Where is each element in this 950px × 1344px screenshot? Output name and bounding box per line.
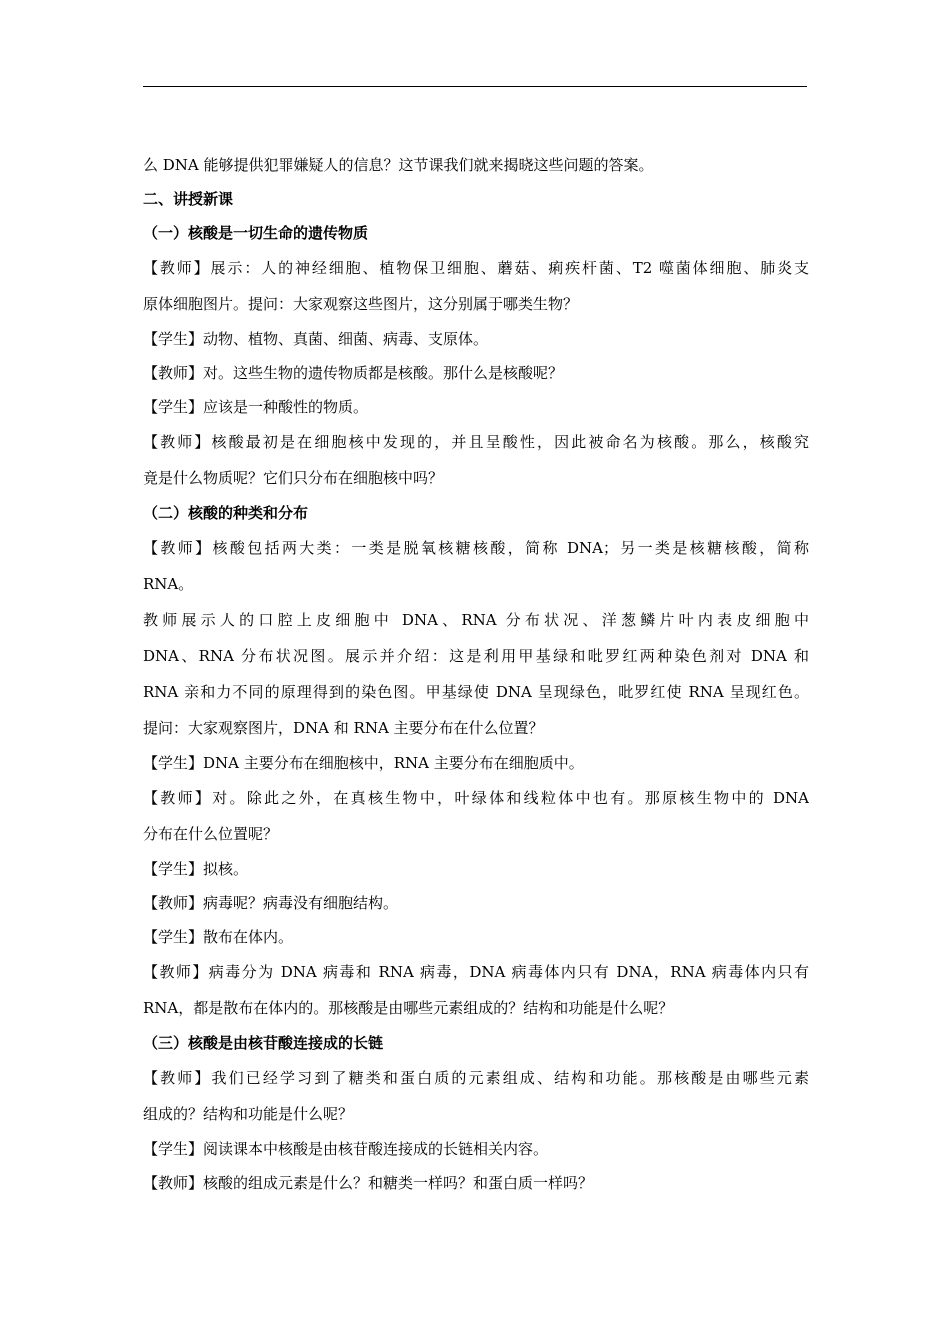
paragraph-line: 么 DNA 能够提供犯罪嫌疑人的信息？这节课我们就来揭晓这些问题的答案。 — [143, 156, 654, 174]
subsection-heading: （一）核酸是一切生命的遗传物质 — [143, 224, 369, 242]
paragraph-line: 分布在什么位置呢？ — [143, 825, 279, 843]
paragraph-line: 【学生】散布在体内。 — [143, 928, 294, 946]
paragraph-line: 【教师】我们已经学习到了糖类和蛋白质的元素组成、结构和功能。那核酸是由哪些元素 — [143, 1069, 809, 1087]
paragraph-line: 【学生】阅读课本中核酸是由核苷酸连接成的长链相关内容。 — [143, 1140, 549, 1158]
paragraph-line: 竟是什么物质呢？它们只分布在细胞核中吗？ — [143, 469, 444, 487]
paragraph-line: RNA 亲和力不同的原理得到的染色图。甲基绿使 DNA 呈现绿色，吡罗红使 RNA 呈现红色。 — [143, 683, 809, 701]
paragraph-line: 【教师】核酸的组成元素是什么？和糖类一样吗？和蛋白质一样吗？ — [143, 1174, 594, 1192]
paragraph-line: 【教师】对。这些生物的遗传物质都是核酸。那什么是核酸呢？ — [143, 364, 564, 382]
paragraph-line: 【学生】应该是一种酸性的物质。 — [143, 398, 369, 416]
paragraph-line: DNA、RNA 分布状况图。展示并介绍：这是利用甲基绿和吡罗红两种染色剂对 DNA 和 — [143, 647, 809, 665]
paragraph-line: 【教师】核酸最初是在细胞核中发现的，并且呈酸性，因此被命名为核酸。那么，核酸究 — [143, 433, 809, 451]
paragraph-line: RNA。 — [143, 575, 194, 593]
paragraph-line: RNA，都是散布在体内的。那核酸是由哪些元素组成的？结构和功能是什么呢？ — [143, 999, 674, 1017]
subsection-heading: （三）核酸是由核苷酸连接成的长链 — [143, 1034, 384, 1052]
paragraph-line: 【教师】展示：人的神经细胞、植物保卫细胞、蘑菇、痢疾杆菌、T2 噬菌体细胞、肺炎支 — [143, 259, 809, 277]
paragraph-line: 提问：大家观察图片，DNA 和 RNA 主要分布在什么位置？ — [143, 719, 544, 737]
paragraph-line: 教师展示人的口腔上皮细胞中 DNA、RNA 分布状况、洋葱鳞片叶内表皮细胞中 — [143, 611, 809, 629]
paragraph-line: 【学生】DNA 主要分布在细胞核中，RNA 主要分布在细胞质中。 — [143, 754, 584, 772]
paragraph-line: 【学生】动物、植物、真菌、细菌、病毒、支原体。 — [143, 330, 489, 348]
paragraph-line: 组成的？结构和功能是什么呢？ — [143, 1105, 354, 1123]
paragraph-line: 【教师】对。除此之外，在真核生物中，叶绿体和线粒体中也有。那原核生物中的 DNA — [143, 789, 809, 807]
subsection-heading: （二）核酸的种类和分布 — [143, 504, 309, 522]
header-rule — [143, 86, 807, 87]
section-heading: 二、讲授新课 — [143, 190, 234, 208]
paragraph-line: 【学生】拟核。 — [143, 860, 249, 878]
paragraph-line: 【教师】病毒呢？病毒没有细胞结构。 — [143, 894, 399, 912]
document-body — [143, 148, 809, 1200]
paragraph-line: 【教师】病毒分为 DNA 病毒和 RNA 病毒，DNA 病毒体内只有 DNA，RNA 病毒体内只有 — [143, 963, 809, 981]
paragraph-line: 【教师】核酸包括两大类：一类是脱氧核糖核酸，简称 DNA；另一类是核糖核酸，简称 — [143, 539, 809, 557]
paragraph-line: 原体细胞图片。提问：大家观察这些图片，这分别属于哪类生物？ — [143, 295, 579, 313]
